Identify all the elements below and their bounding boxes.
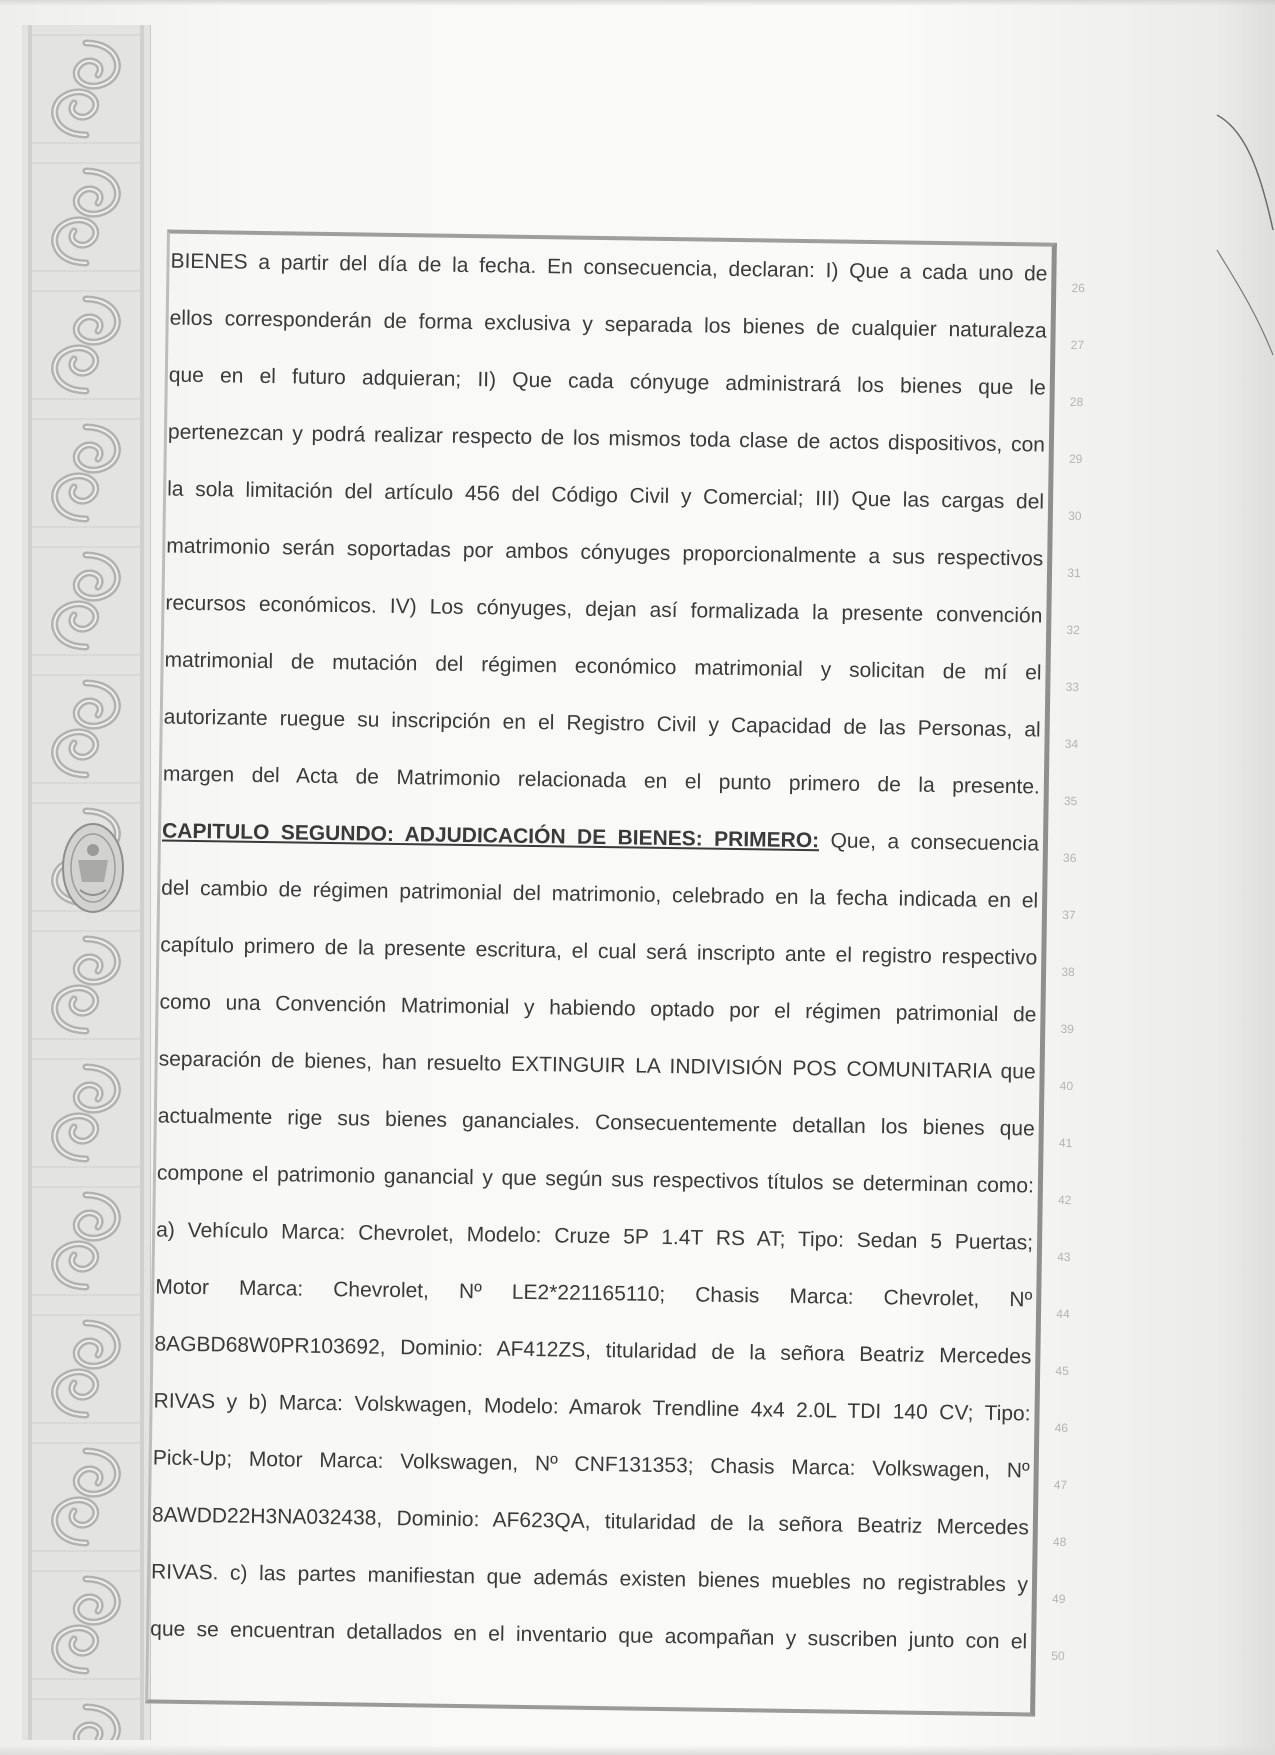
line-number: 33 <box>1065 679 1080 695</box>
line-number: 42 <box>1057 1192 1072 1208</box>
page-top-edge <box>0 0 1275 6</box>
document-line: margen del Acta de Matrimonio relacionada en el punto primero de la presente. <box>162 762 1041 799</box>
document-line: BIENES a partir del día de la fecha. En consecuencia, declaran: I) Que a cada uno de <box>170 249 1048 286</box>
document-line: RIVAS. c) las partes manifiestan que además existen bienes muebles no registrables y <box>150 1560 1029 1597</box>
document-line: la sola limitación del artículo 456 del Código Civil y Comercial; III) Que las cargas del <box>166 477 1045 514</box>
line-number: 35 <box>1063 793 1078 809</box>
document-line: recursos económicos. IV) Los cónyuges, dejan así formalizada la presente convención <box>165 591 1043 628</box>
chapter-heading: CAPITULO SEGUNDO: ADJUDICACIÓN DE BIENES: PRIMERO: <box>161 819 820 853</box>
document-line: que se encuentran detallados en el inventario que acompañan y suscriben junto con el <box>150 1617 1028 1654</box>
document-line: 8AGBD68W0PR103692, Dominio: AF412ZS, titularidad de la señora Beatriz Mercedes <box>154 1332 1032 1369</box>
document-line: ellos corresponderán de forma exclusiva y separada los bienes de cualquier naturaleza <box>169 306 1047 343</box>
line-number: 43 <box>1057 1249 1071 1265</box>
document-line: a) Vehículo Marca: Chevrolet, Modelo: Cruze 5P 1.4T RS AT; Tipo: Sedan 5 Puertas; <box>155 1218 1034 1255</box>
line-number: 50 <box>1051 1648 1065 1663</box>
document-line: matrimonio serán soportadas por ambos cónyuges proporcionalmente a sus respectivos <box>166 534 1044 571</box>
page-bottom-edge <box>0 1745 1275 1755</box>
line-number: 36 <box>1062 850 1077 866</box>
document-line: pertenezcan y podrá realizar respecto de los mismos toda clase de actos dispositivos, con <box>167 420 1046 457</box>
line-number: 26 <box>1071 280 1086 296</box>
document-line: 8AWDD22H3NA032438, Dominio: AF623QA, titularidad de la señora Beatriz Mercedes <box>151 1503 1030 1540</box>
line-number: 29 <box>1068 451 1083 467</box>
document-line: del cambio de régimen patrimonial del matrimonio, celebrado en la fecha indicada en el <box>161 876 1039 913</box>
line-number: 30 <box>1068 508 1082 524</box>
document-line: matrimonial de mutación del régimen económico matrimonial y solicitan de mí el <box>164 648 1042 685</box>
text-frame <box>137 223 1086 1726</box>
document-line: autorizante ruegue su inscripción en el Registro Civil y Capacidad de las Personas, al <box>163 705 1041 742</box>
document-line-text: Que, a consecuencia <box>818 829 1040 856</box>
line-number: 40 <box>1059 1078 1074 1094</box>
line-number: 41 <box>1058 1135 1073 1151</box>
line-number: 38 <box>1061 964 1075 980</box>
document-line: Motor Marca: Chevrolet, Nº LE2*221165110; Chasis Marca: Chevrolet, Nº <box>155 1275 1033 1312</box>
line-number: 32 <box>1066 622 1080 638</box>
line-number: 46 <box>1054 1420 1069 1436</box>
notary-seal-icon <box>60 820 126 916</box>
page-curl-mark <box>1215 110 1275 360</box>
line-number: 37 <box>1062 907 1076 923</box>
document-line: como una Convención Matrimonial y habiendo optado por el régimen patrimonial de <box>159 990 1037 1027</box>
document-line: RIVAS y b) Marca: Volskwagen, Modelo: Amarok Trendline 4x4 2.0L TDI 140 CV; Tipo: <box>153 1389 1031 1426</box>
line-number: 47 <box>1053 1477 1068 1493</box>
line-number: 39 <box>1060 1021 1075 1037</box>
document-line: Pick-Up; Motor Marca: Volkswagen, Nº CNF131353; Chasis Marca: Volkswagen, Nº <box>152 1446 1030 1483</box>
document-line: actualmente rige sus bienes gananciales. Consecuentemente detallan los bienes que <box>157 1104 1035 1141</box>
document-line: compone el patrimonio ganancial y que según sus respectivos títulos se determinan como: <box>156 1161 1035 1198</box>
document-line: capítulo primero de la presente escritura, el cual será inscripto ante el registro respectivo <box>160 933 1038 970</box>
document-line: separación de bienes, han resuelto EXTINGUIR LA INDIVISIÓN POS COMUNITARIA que <box>158 1047 1036 1084</box>
line-number: 44 <box>1056 1306 1070 1322</box>
line-number: 34 <box>1064 736 1079 752</box>
line-number: 48 <box>1052 1534 1067 1550</box>
document-line: que en el futuro adquieran; II) Que cada cónyuge administrará los bienes que le <box>168 363 1046 400</box>
line-number: 49 <box>1052 1591 1066 1607</box>
line-number: 31 <box>1067 565 1081 581</box>
line-number: 45 <box>1055 1363 1069 1379</box>
line-number: 27 <box>1070 337 1085 353</box>
line-number: 28 <box>1069 394 1084 410</box>
